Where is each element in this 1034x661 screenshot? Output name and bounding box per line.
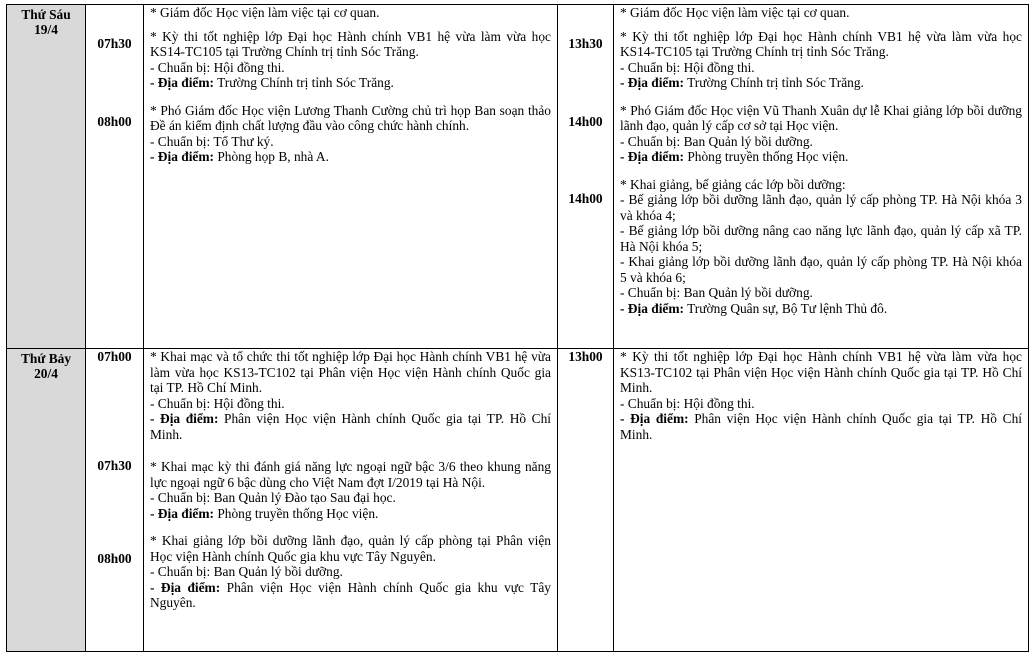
- time-label: 13h30: [568, 36, 603, 51]
- location-label: - Địa điểm:: [150, 75, 214, 90]
- location-value: Trường Chính trị tỉnh Sóc Trăng.: [213, 75, 394, 90]
- location-label: - Địa điểm:: [150, 411, 219, 426]
- morning-content: [144, 349, 558, 652]
- time-label: 08h00: [97, 551, 132, 566]
- event-location: [620, 75, 1022, 91]
- time-label: 13h00: [568, 349, 603, 364]
- event-location: [620, 411, 1022, 442]
- event-prep: - Chuẩn bị: Ban Quản lý Đào tạo Sau đại học.: [150, 490, 396, 505]
- location-label: - Địa điểm:: [620, 149, 684, 164]
- day-date: 20/4: [34, 366, 58, 381]
- location-value: Trường Quân sự, Bộ Tư lệnh Thủ đô.: [683, 300, 888, 316]
- time-label: 07h30: [97, 36, 132, 51]
- location-value: Phân viện Học viện Hành chính Quốc gia khu vực Tây Nguyên.: [150, 579, 551, 610]
- event-item: [620, 177, 1022, 317]
- time-column-morning: [86, 5, 144, 349]
- event-prep: - Chuẩn bị: Ban Quản lý bồi dưỡng.: [150, 564, 343, 579]
- event-title: * Khai mạc kỳ thi đánh giá năng lực ngoại ngữ bậc 3/6 theo khung năng lực ngoại ngữ 6 bậc dùng cho Việt Nam đợt I/2019 tại Hà Nội.: [150, 459, 551, 490]
- location-value: Trường Chính trị tỉnh Sóc Trăng.: [683, 75, 864, 90]
- time-column-afternoon: [558, 5, 614, 349]
- event-location: [150, 149, 551, 165]
- schedule-row-saturday: [7, 349, 1029, 652]
- location-label: - Địa điểm:: [150, 149, 214, 164]
- event-location: [150, 506, 551, 522]
- event-title: * Phó Giám đốc Học viện Lương Thanh Cường chủ trì họp Ban soạn thảo Đề án kiểm định chất lượng đầu vào công chức hành chính.: [150, 102, 551, 133]
- time-label: 07h00: [97, 349, 132, 364]
- event-prep: - Chuẩn bị: Ban Quản lý bồi dưỡng.: [620, 133, 813, 149]
- location-label: - Địa điểm:: [150, 505, 214, 521]
- event-item: [150, 459, 551, 521]
- notice: * Giám đốc Học viện làm việc tại cơ quan.: [620, 5, 850, 20]
- notice: * Giám đốc Học viện làm việc tại cơ quan.: [150, 5, 380, 20]
- event-title: * Kỳ thi tốt nghiệp lớp Đại học Hành chính VB1 hệ vừa làm vừa học KS14-TC105 tại Trường Chính trị tỉnh Sóc Trăng.: [150, 28, 551, 59]
- location-label: - Địa điểm:: [150, 579, 221, 595]
- event-prep: - Chuẩn bị: Hội đồng thi.: [150, 395, 285, 411]
- location-value: Phòng truyền thống Học viện.: [213, 505, 379, 521]
- event-prep: - Chuẩn bị: Ban Quản lý bồi dưỡng.: [620, 285, 813, 300]
- afternoon-content: [614, 5, 1029, 349]
- event-prep: - Chuẩn bị: Tổ Thư ký.: [150, 133, 274, 149]
- day-date: 19/4: [34, 22, 58, 37]
- event-prep: - Chuẩn bị: Hội đồng thi.: [150, 59, 285, 75]
- event-item: [150, 29, 551, 91]
- event-title: * Phó Giám đốc Học viện Vũ Thanh Xuân dự lễ Khai giảng lớp bồi dưỡng lãnh đạo, quản lý cấp cơ sở tại Học viện.: [620, 102, 1022, 133]
- time-label: 07h30: [97, 457, 132, 473]
- event-location: [150, 75, 551, 91]
- event-item: [150, 533, 551, 611]
- day-name: Thứ Bảy: [20, 351, 72, 366]
- event-title: * Kỳ thi tốt nghiệp lớp Đại học Hành chính VB1 hệ vừa làm vừa học KS13-TC102 tại Phân viện Học viện Hành chính Quốc gia tại TP. Hồ Chí Minh.: [620, 349, 1022, 395]
- location-value: Phòng truyền thống Học viện.: [683, 149, 849, 164]
- day-cell: [7, 5, 86, 349]
- schedule-row-friday: [7, 5, 1029, 349]
- event-title: * Khai mạc và tổ chức thi tốt nghiệp lớp Đại học Hành chính VB1 hệ vừa làm vừa học KS13-TC102 tại Phân viện Học viện Hành chính Quốc gia tại TP. Hồ Chí Minh.: [150, 349, 551, 395]
- location-label: - Địa điểm:: [620, 411, 689, 426]
- event-prep: - Chuẩn bị: Hội đồng thi.: [620, 395, 755, 411]
- time-label: 08h00: [97, 113, 132, 129]
- event-location: [620, 149, 1022, 165]
- event-item: [620, 29, 1022, 91]
- time-column-morning: [86, 349, 144, 652]
- event-item: [150, 103, 551, 165]
- location-value: Phân viện Học viện Hành chính Quốc gia tại TP. Hồ Chí Minh.: [150, 411, 551, 442]
- time-column-afternoon: [558, 349, 614, 652]
- event-location: [150, 411, 551, 442]
- event-prep: - Chuẩn bị: Hội đồng thi.: [620, 59, 755, 75]
- event-line: - Khai giảng lớp bồi dưỡng lãnh đạo, quản lý cấp phòng TP. Hà Nội khóa 5 và khóa 6;: [620, 254, 1022, 285]
- event-line: - Bế giảng lớp bồi dưỡng nâng cao năng lực lãnh đạo, quản lý cấp xã TP. Hà Nội khóa 5;: [620, 223, 1022, 254]
- schedule-table: [6, 4, 1029, 652]
- event-location: [150, 580, 551, 611]
- time-label: 14h00: [568, 113, 603, 129]
- afternoon-content: [614, 349, 1029, 652]
- event-title: * Khai giảng lớp bồi dưỡng lãnh đạo, quản lý cấp phòng tại Phân viện Học viện Hành chính Quốc gia khu vực Tây Nguyên.: [150, 533, 551, 564]
- day-name: Thứ Sáu: [21, 7, 71, 22]
- event-item: [620, 349, 1022, 442]
- location-value: Phòng họp B, nhà A.: [213, 149, 329, 164]
- event-line: - Bế giảng lớp bồi dưỡng lãnh đạo, quản lý cấp phòng TP. Hà Nội khóa 3 và khóa 4;: [620, 192, 1022, 223]
- location-label: - Địa điểm:: [620, 300, 684, 316]
- time-label: 14h00: [568, 191, 603, 206]
- day-cell: [7, 349, 86, 652]
- event-item: [620, 103, 1022, 165]
- event-title: * Kỳ thi tốt nghiệp lớp Đại học Hành chính VB1 hệ vừa làm vừa học KS14-TC105 tại Trường Chính trị tỉnh Sóc Trăng.: [620, 28, 1022, 59]
- location-label: - Địa điểm:: [620, 75, 684, 90]
- morning-content: [144, 5, 558, 349]
- event-item: [150, 349, 551, 442]
- event-title: * Khai giảng, bế giảng các lớp bồi dưỡng:: [620, 176, 846, 192]
- event-location: [620, 301, 1022, 317]
- location-value: Phân viện Học viện Hành chính Quốc gia tại TP. Hồ Chí Minh.: [620, 411, 1022, 442]
